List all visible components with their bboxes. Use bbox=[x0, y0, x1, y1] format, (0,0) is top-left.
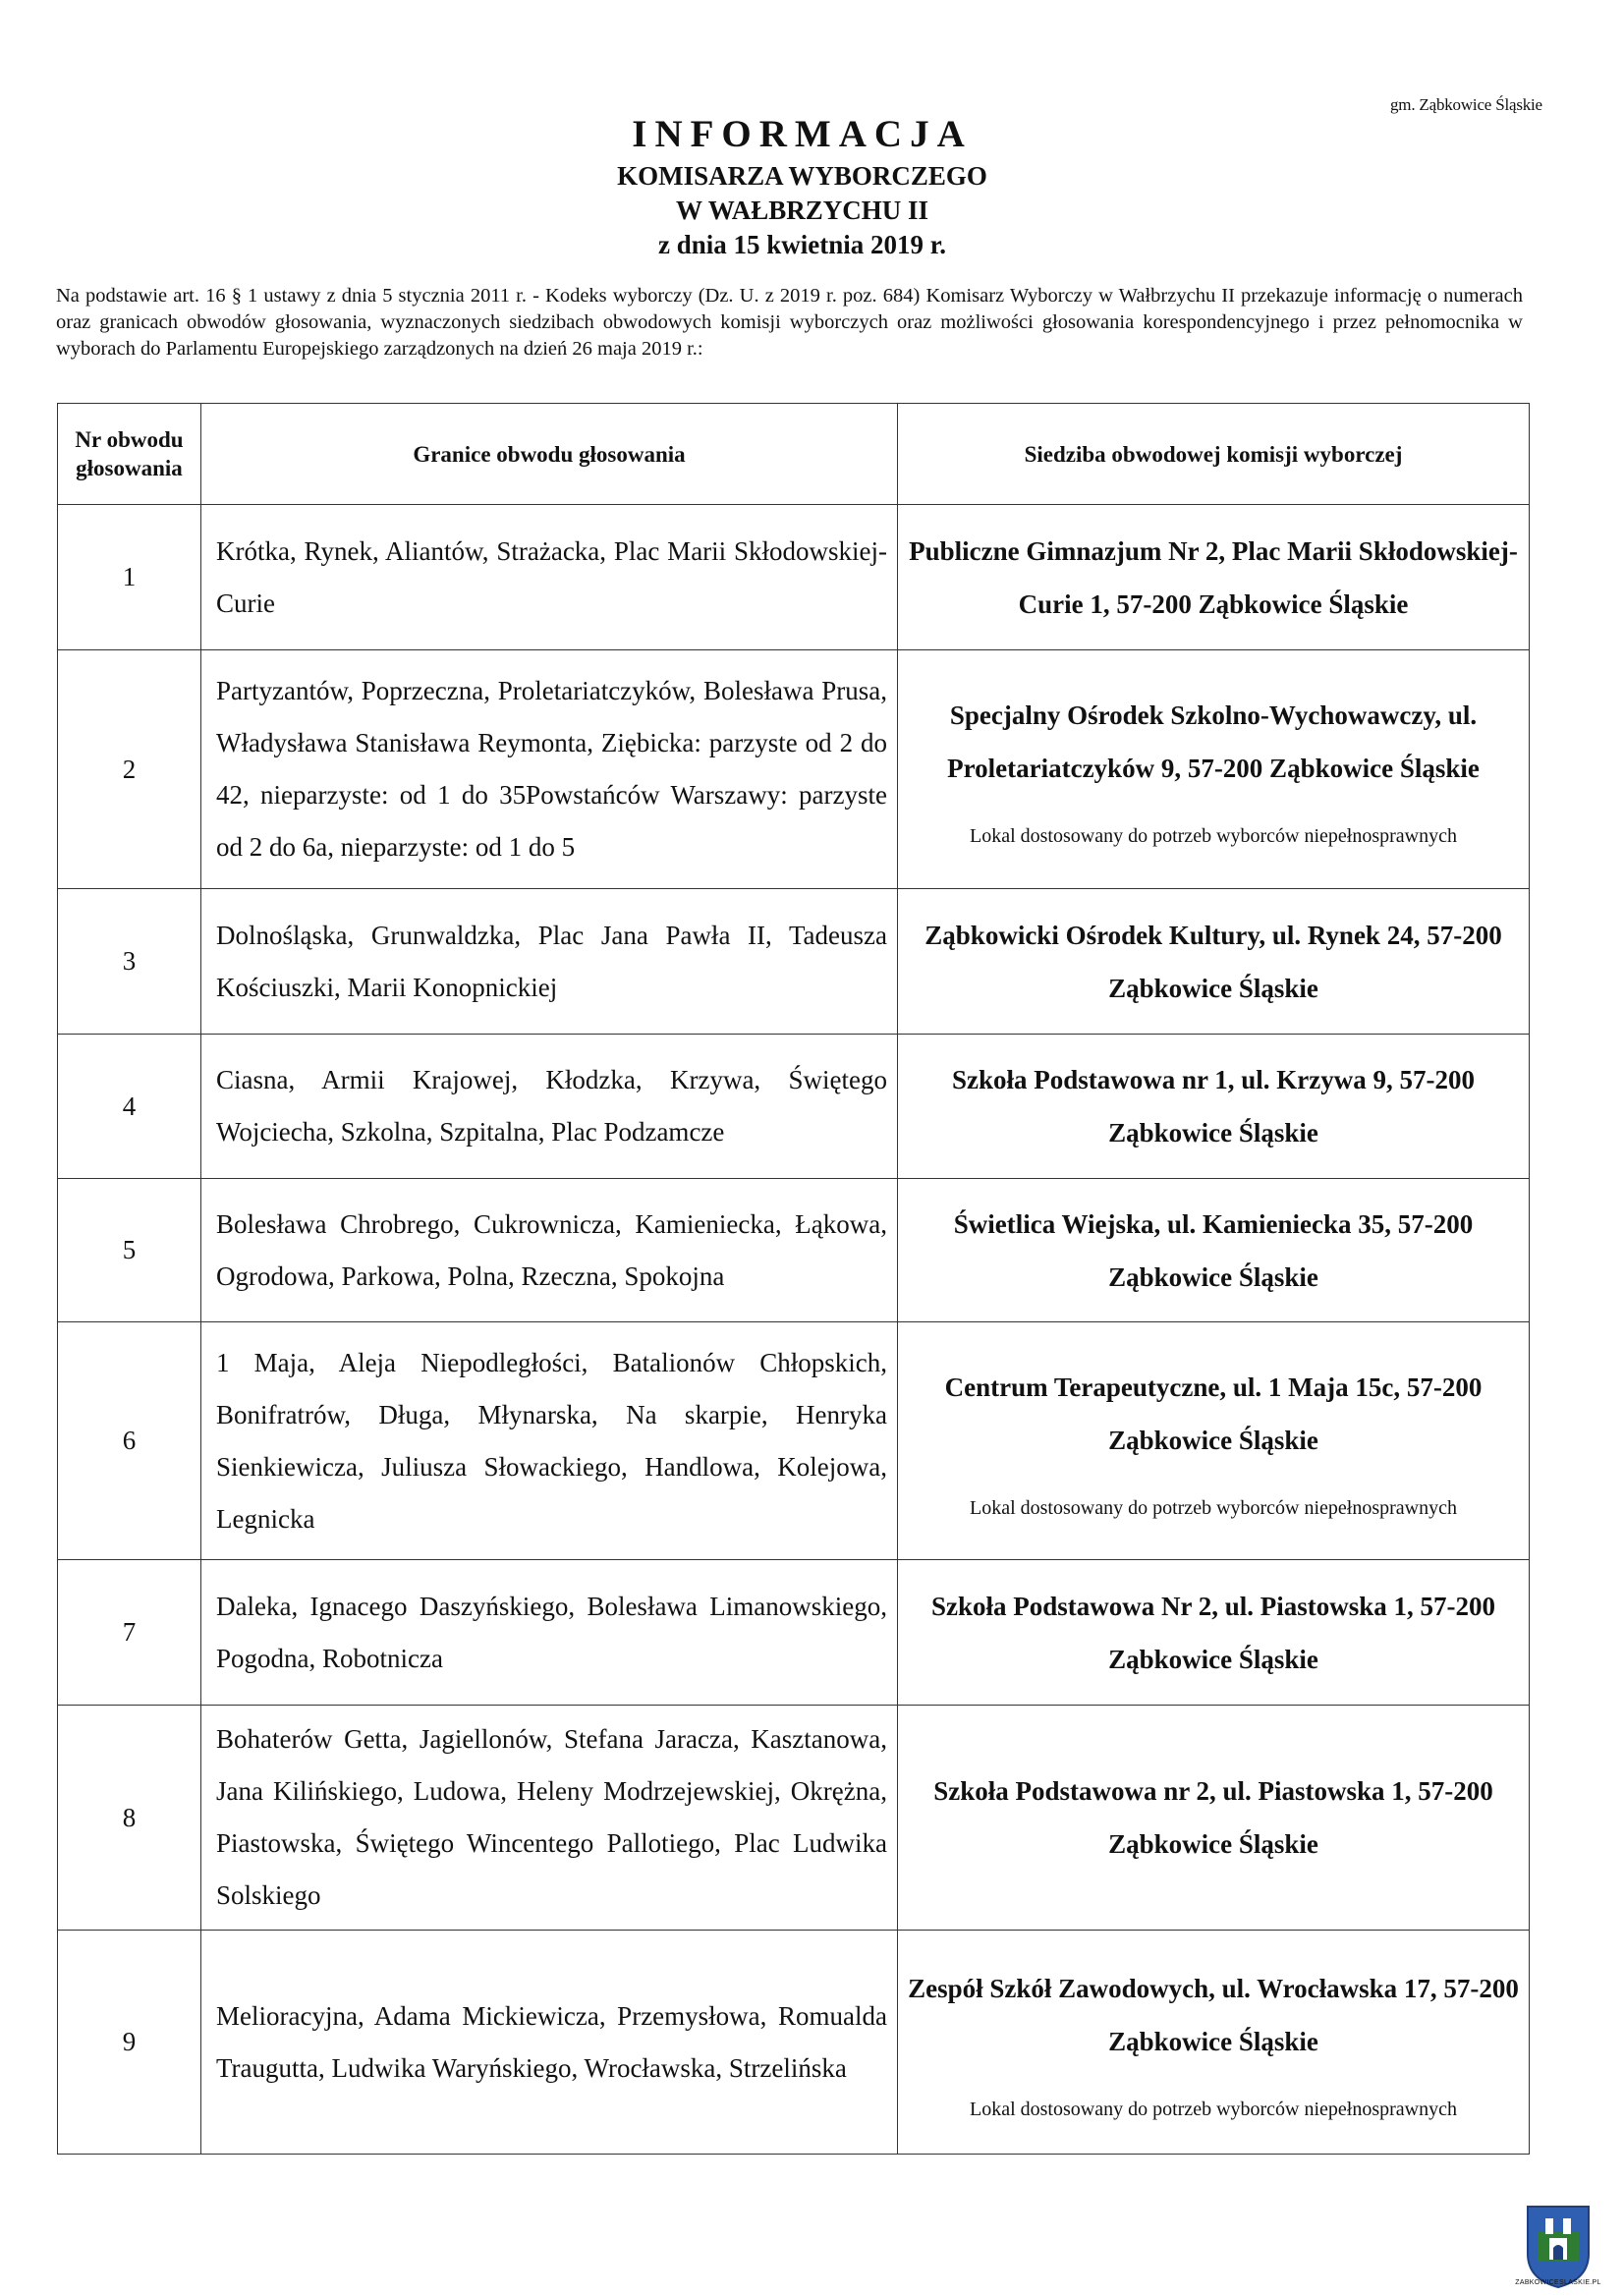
district-boundaries: Dolnośląska, Grunwaldzka, Plac Jana Pawła II, Tadeusza Kościuszki, Marii Konopnickiej bbox=[201, 889, 898, 1035]
district-number: 1 bbox=[58, 505, 201, 650]
district-number: 9 bbox=[58, 1931, 201, 2155]
table-row bbox=[58, 1931, 1530, 2155]
table-row bbox=[58, 889, 1530, 1035]
table-header-row bbox=[58, 404, 1530, 505]
commission-seat-name: Specjalny Ośrodek Szkolno-Wychowawczy, ul. Proletariatczyków 9, 57-200 Ząbkowice Śląskie bbox=[947, 700, 1480, 783]
district-number: 8 bbox=[58, 1706, 201, 1931]
commission-seat bbox=[898, 505, 1530, 650]
commission-seat-name: Publiczne Gimnazjum Nr 2, Plac Marii Skłodowskiej-Curie 1, 57-200 Ząbkowice Śląskie bbox=[909, 535, 1518, 619]
issuer-line-2: W WAŁBRZYCHU II bbox=[675, 196, 929, 225]
document-date: z dnia 15 kwietnia 2019 r. bbox=[657, 230, 947, 259]
issuer-line-1: KOMISARZA WYBORCZEGO bbox=[617, 161, 987, 191]
district-boundaries: Ciasna, Armii Krajowej, Kłodzka, Krzywa, Świętego Wojciecha, Szkolna, Szpitalna, Plac Podzamcze bbox=[201, 1035, 898, 1179]
commission-seat bbox=[898, 1706, 1530, 1931]
table-row bbox=[58, 1322, 1530, 1560]
commission-seat-name: Szkoła Podstawowa nr 1, ul. Krzywa 9, 57-200 Ząbkowice Śląskie bbox=[951, 1065, 1475, 1148]
district-boundaries: Bolesława Chrobrego, Cukrownicza, Kamieniecka, Łąkowa, Ogrodowa, Parkowa, Polna, Rzeczna, Spokojna bbox=[201, 1179, 898, 1322]
document-title: INFORMACJA bbox=[632, 113, 973, 155]
table-row bbox=[58, 1035, 1530, 1179]
header-commission-seat: Siedziba obwodowej komisji wyborczej bbox=[898, 404, 1530, 505]
district-number: 4 bbox=[58, 1035, 201, 1179]
table-row bbox=[58, 1560, 1530, 1706]
accessibility-note: Lokal dostosowany do potrzeb wyborców niepełnosprawnych bbox=[970, 2098, 1457, 2120]
commission-seat bbox=[898, 1560, 1530, 1706]
commission-seat bbox=[898, 1322, 1530, 1560]
table-row bbox=[58, 505, 1530, 650]
commission-seat-name: Szkoła Podstawowa Nr 2, ul. Piastowska 1, 57-200 Ząbkowice Śląskie bbox=[930, 1591, 1496, 1674]
district-boundaries: Bohaterów Getta, Jagiellonów, Stefana Jaracza, Kasztanowa, Jana Kilińskiego, Ludowa, Heleny Modrzejewskiej, Okrężna, Piastowska, Świętego Wincentego Pallotiego, Plac Ludwika Solskiego bbox=[201, 1706, 898, 1931]
coat-of-arms-icon bbox=[1524, 2203, 1593, 2291]
commission-seat-name: Centrum Terapeutyczne, ul. 1 Maja 15c, 57-200 Ząbkowice Śląskie bbox=[944, 1372, 1483, 1455]
header-district-boundaries: Granice obwodu głosowania bbox=[201, 404, 898, 505]
district-boundaries: Partyzantów, Poprzeczna, Proletariatczyków, Bolesława Prusa, Władysława Stanisława Reymonta, Ziębicka: parzyste od 2 do 42, nieparzyste: od 1 do 35Powstańców Warszawy: parzyste od 2 do 6a, nieparzyste: od 1 do 5 bbox=[201, 650, 898, 889]
commission-seat-name: Świetlica Wiejska, ul. Kamieniecka 35, 57-200 Ząbkowice Śląskie bbox=[953, 1208, 1474, 1292]
commission-seat-name: Szkoła Podstawowa nr 2, ul. Piastowska 1, 57-200 Ząbkowice Śląskie bbox=[933, 1776, 1493, 1859]
district-number: 5 bbox=[58, 1179, 201, 1322]
district-number: 3 bbox=[58, 889, 201, 1035]
district-number: 6 bbox=[58, 1322, 201, 1560]
district-boundaries: Krótka, Rynek, Aliantów, Strażacka, Plac Marii Skłodowskiej-Curie bbox=[201, 505, 898, 650]
district-boundaries: 1 Maja, Aleja Niepodległości, Batalionów Chłopskich, Bonifratrów, Długa, Młynarska, Na skarpie, Henryka Sienkiewicza, Juliusza Słowackiego, Handlowa, Kolejowa, Legnicka bbox=[201, 1322, 898, 1560]
municipality-note: gm. Ząbkowice Śląskie bbox=[1390, 95, 1542, 114]
district-number: 7 bbox=[58, 1560, 201, 1706]
commission-seat bbox=[898, 1931, 1530, 2155]
commission-seat-name: Ząbkowicki Ośrodek Kultury, ul. Rynek 24, 57-200 Ząbkowice Śląskie bbox=[924, 920, 1502, 1003]
voting-districts-table bbox=[57, 403, 1530, 2155]
table-row bbox=[58, 650, 1530, 889]
accessibility-note: Lokal dostosowany do potrzeb wyborców niepełnosprawnych bbox=[970, 1496, 1457, 1519]
commission-seat bbox=[898, 1035, 1530, 1179]
commission-seat bbox=[898, 889, 1530, 1035]
district-number: 2 bbox=[58, 650, 201, 889]
district-boundaries: Daleka, Ignacego Daszyńskiego, Bolesława Limanowskiego, Pogodna, Robotnicza bbox=[201, 1560, 898, 1706]
commission-seat-name: Zespół Szkół Zawodowych, ul. Wrocławska 17, 57-200 Ząbkowice Śląskie bbox=[908, 1973, 1519, 2056]
document-header bbox=[0, 110, 1624, 262]
accessibility-note: Lokal dostosowany do potrzeb wyborców niepełnosprawnych bbox=[970, 825, 1457, 847]
table-row bbox=[58, 1706, 1530, 1931]
intro-paragraph: Na podstawie art. 16 § 1 ustawy z dnia 5 stycznia 2011 r. - Kodeks wyborczy (Dz. U. z 2019 r. poz. 684) Komisarz Wyborczy w Wałbrzychu II przekazuje informację o numerach oraz granicach obwodów głosowania, wyznaczonych siedzibach obwodowych komisji wyborczych oraz możliwości głosowania korespondencyjnego i przez pełnomocnika w wyborach do Parlamentu Europejskiego zarządzonych na dzień 26 maja 2019 r.: bbox=[56, 285, 1523, 360]
commission-seat bbox=[898, 650, 1530, 889]
district-boundaries: Melioracyjna, Adama Mickiewicza, Przemysłowa, Romualda Traugutta, Ludwika Waryńskiego, Wrocławska, Strzelińska bbox=[201, 1931, 898, 2155]
table-row bbox=[58, 1179, 1530, 1322]
commission-seat bbox=[898, 1179, 1530, 1322]
header-district-number: Nr obwodu głosowania bbox=[58, 404, 201, 505]
logo-caption: ZABKOWICESLASKIE.PL bbox=[1515, 2279, 1601, 2286]
